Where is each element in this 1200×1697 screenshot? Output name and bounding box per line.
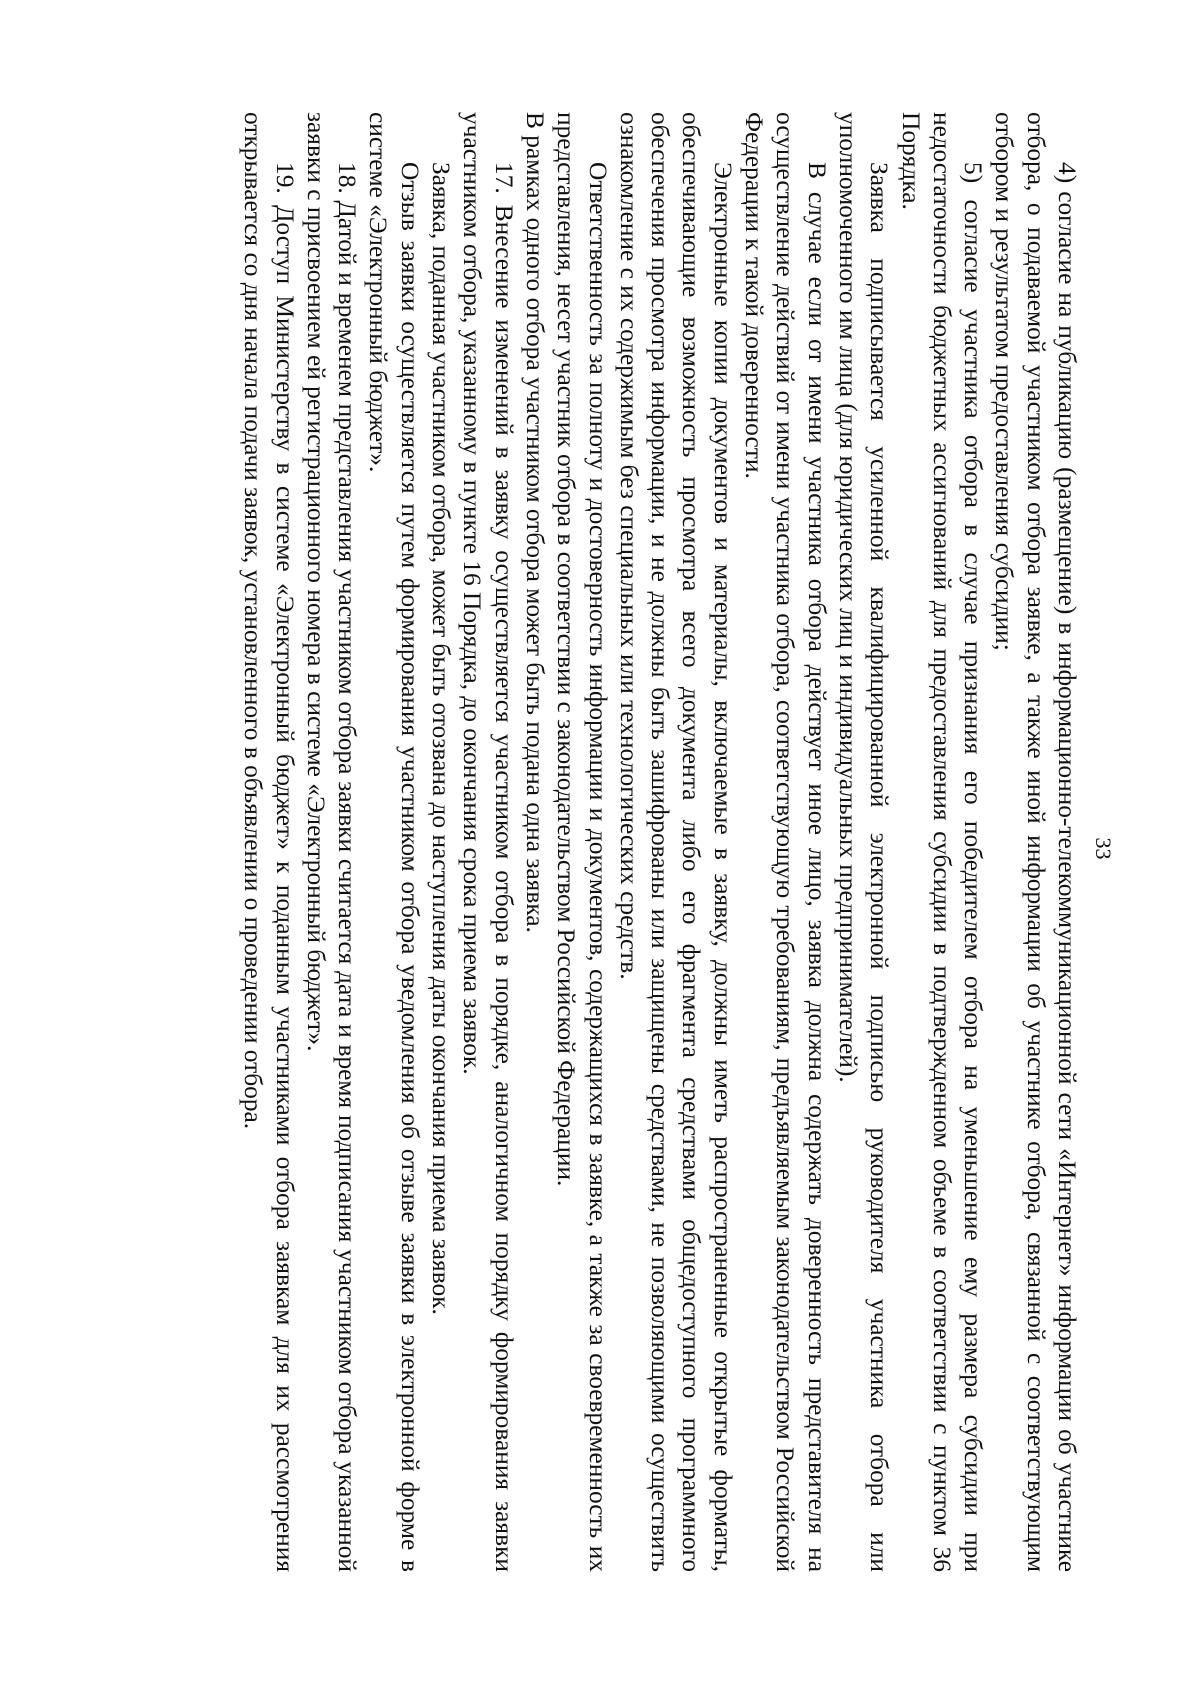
paragraph-signature: Заявка подписывается усиленной квалифицированной электронной подписью руководителя участника отбора или уполномоченного им лица (для юридических лиц и индивидуальных предпринимателей). <box>833 112 894 1572</box>
paragraph-responsibility: Ответственность за полноту и достоверность информации и документов, содержащихся в заявке, а также за своевременность их представления, несет участник отбора в соответствии с законодательством Российской Федерации. <box>552 112 612 1572</box>
paragraph-withdrawal: Заявка, поданная участником отбора, может быть отозвана до наступления даты окончания приема заявок. <box>427 162 456 1315</box>
paragraph-withdrawal-form: Отзыв заявки осуществляется путем формирования участником отбора уведомления об отзыве заявки в электронной форме в системе «Электронный бюджет». <box>364 112 424 1572</box>
paragraph-one-application: В рамках одного отбора участником отбора может быть подана одна заявка. <box>520 112 549 933</box>
paragraph-17-changes: 17. Внесение изменений в заявку осуществляется участником отбора в порядке, аналогичном порядку формирования заявки участником отбора, указанному в пункте 16 Порядка, до окончания срока приема заявок. <box>458 112 518 1572</box>
paragraph-item-4-consent-publication: 4) согласие на публикацию (размещение) в информационно-телекоммуникационной сети «Интернет» информации об участнике отбора, о подаваемой участником отбора заявке, а также иной информации об участнике отбора, связанной с соответствующим отбором и результатом предоставления субсидии; <box>990 112 1081 1572</box>
paragraph-18-date: 18. Датой и временем представления участником отбора заявки считается дата и время подписания участником отбора указанной заявки с присвоением ей регистрационного номера в системе «Электронный бюджет». <box>301 112 362 1572</box>
paragraph-19-access: 19. Доступ Министерству в системе «Электронный бюджет» к поданным участниками отбора заявкам для их рассмотрения открывается со дня начала подачи заявок, установленного в объявлении о проведении отбора. <box>239 112 299 1572</box>
paragraph-item-5-consent-reduction: 5) согласие участника отбора в случае признания его победителем отбора на уменьшение ему размера субсидии при недостаточности бюджетных ассигнований для предоставления субсидии в подтвержденном объеме в соответствии с пунктом 36 Порядка. <box>896 112 988 1572</box>
paragraph-electronic-copies: Электронные копии документов и материалы, включаемые в заявку, должны иметь распространенные открытые форматы, обеспечивающие возможность просмотра всего документа либо его фрагмента средствами общедоступного программного обеспечения просмотра информации, и не должны быть зашифрованы или защищены средствами, не позволяющими осуществить ознакомление с их содержимым без специальных или технологических средств. <box>614 112 737 1572</box>
page-number: 33 <box>1091 837 1116 860</box>
paragraph-power-of-attorney: В случае если от имени участника отбора действует иное лицо, заявка должна содержать доверенность представителя на осуществление действий от имени участника отбора, соответствующую требованиям, предъявляемым законодательством Российской Федерации к такой доверенности. <box>740 112 831 1572</box>
document-body <box>237 112 1082 1572</box>
